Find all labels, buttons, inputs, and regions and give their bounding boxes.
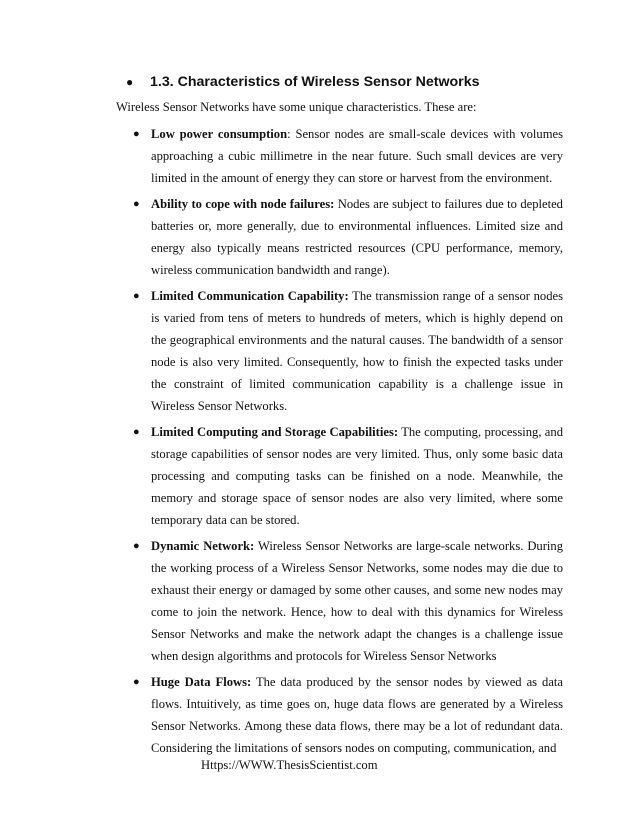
list-item [133, 535, 564, 667]
list-item [133, 421, 563, 531]
item-title: Huge Data Flows: [151, 675, 252, 689]
intro-paragraph: Wireless Sensor Networks have some unique characteristics. These are: [116, 100, 477, 114]
item-text: The computing, processing, and storage capabilities of sensor nodes are very limited. Thus, only some basic data processing and computing tasks can be finished on a node. Meanwhile, the memory and storage space of sensor nodes are also very limited, where some temporary data can be stored. [151, 425, 563, 527]
list-item: ● Low power consumption: Sensor nodes are small-scale devices with volumes approaching a cubic millimetre in the near future. Such small devices are very limited in the amount of energy they can store or harvest from the environment. [151, 123, 563, 189]
bullet-icon: ● [133, 426, 140, 438]
item-title: Limited Communication Capability: [151, 289, 349, 303]
bullet-icon: ● [133, 128, 140, 140]
item-title: Ability to cope with node failures: [151, 197, 335, 211]
bullet-icon: ● [133, 198, 140, 210]
item-title: Dynamic Network: [151, 539, 255, 553]
section-heading-text: 1.3. Characteristics of Wireless Sensor Networks [150, 74, 480, 90]
bullet-icon: ● [133, 540, 140, 552]
item-text: Sensor nodes are small-scale devices with volumes approaching a cubic millimetre in the near future. Such small devices are very limited in the amount of energy they can store or harvest from the environment. [151, 127, 563, 185]
bullet-icon: ● [126, 75, 134, 89]
list-item [133, 285, 564, 417]
item-text: Wireless Sensor Networks are large-scale networks. During the working process of a Wireless Sensor Networks, some nodes may die due to exhaust their energy or damaged by some other causes, and some new nodes may come to join the network. Hence, how to deal with this dynamics for Wireless Sensor Networks and make the network adapt the changes is a challenge issue when design algorithms and protocols for Wireless Sensor Networks [151, 539, 564, 663]
item-text: The transmission range of a sensor nodes is varied from tens of meters to hundreds of meters, which is highly depend on the geographical environments and the natural causes. The bandwidth of a sensor node is also very limited. Consequently, how to finish the expected tasks under the constraint of limited communication capability is a challenge issue in Wireless Sensor Networks. [151, 289, 564, 413]
item-title: Limited Computing and Storage Capabilities: [151, 425, 399, 439]
item-title: Low power consumption [151, 127, 288, 141]
bullet-icon: ● [133, 676, 140, 688]
characteristics-list [0, 123, 638, 763]
list-item [133, 193, 563, 281]
list-item [133, 671, 563, 759]
item-text: The data produced by the sensor nodes by viewed as data flows. Intuitively, as time goes on, huge data flows are generated by a Wireless Sensor Networks. Among these data flows, there may be a lot of redundant data. Considering the limitations of sensors nodes on computing, communication, and [151, 675, 563, 755]
item-text: Nodes are subject to failures due to depleted batteries or, more generally, due to environmental influences. Limited size and energy also typically means restricted resources (CPU performance, memory, wireless communication bandwidth and range). [151, 197, 563, 277]
footer-url: Https://WWW.ThesisScientist.com [201, 758, 378, 772]
bullet-icon: ● [133, 290, 140, 302]
section-heading [126, 74, 479, 90]
